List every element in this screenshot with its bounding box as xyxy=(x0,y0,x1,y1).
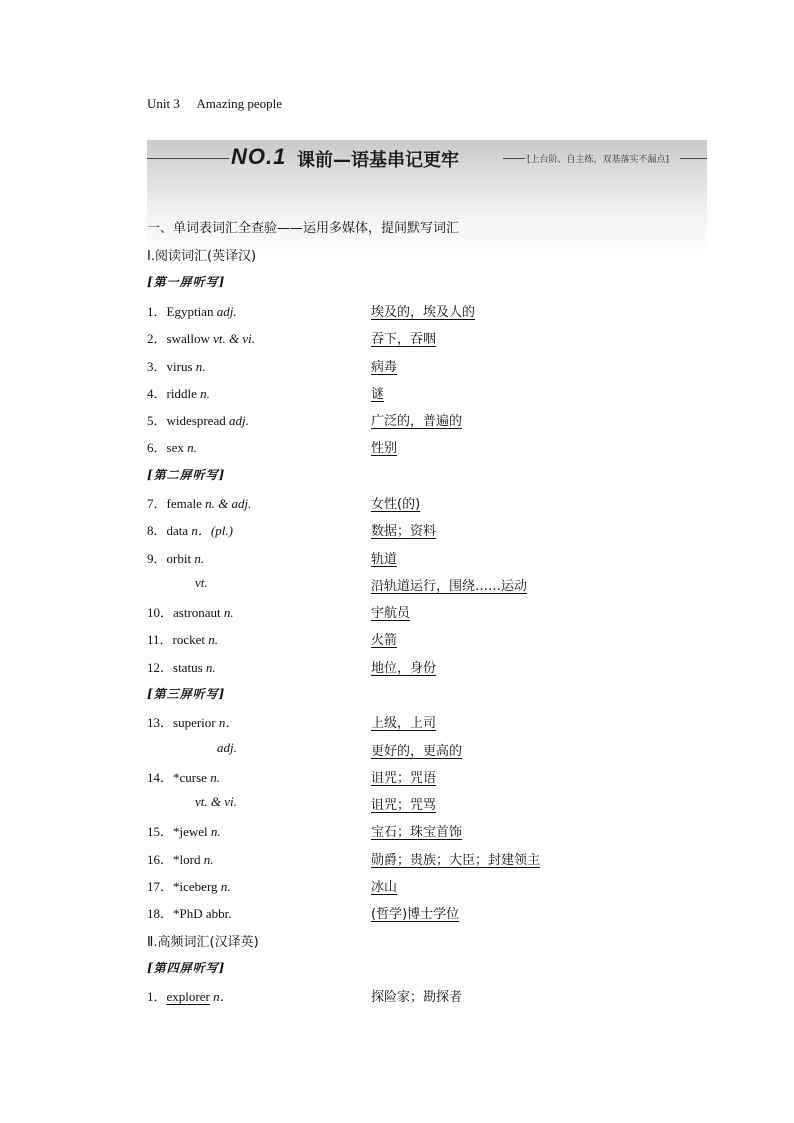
vocab-pos: n. xyxy=(206,770,220,785)
vocab-number: 9． xyxy=(147,551,167,566)
vocab-row xyxy=(147,629,707,651)
vocab-row xyxy=(147,548,707,570)
vocab-term xyxy=(147,876,231,895)
vocab-number: 8． xyxy=(147,523,167,538)
vocab-meaning: 女性(的) xyxy=(371,497,421,512)
vocab-row xyxy=(147,383,707,405)
vocab-term xyxy=(147,437,197,456)
vocab-row xyxy=(147,356,707,378)
vocab-row xyxy=(147,301,707,323)
banner-rule-mid xyxy=(503,158,525,159)
vocab-row xyxy=(147,520,707,542)
vocab-pos: n. xyxy=(205,632,219,647)
screen-label-4: [第四屏听写] xyxy=(147,961,226,975)
vocab-number: 7． xyxy=(147,496,167,511)
vocab-meaning: 地位，身份 xyxy=(371,661,437,676)
vocab-pos: n. xyxy=(220,605,234,620)
vocab-number: 6． xyxy=(147,440,167,455)
vocab-number: 14． xyxy=(147,770,174,785)
vocab-word: riddle xyxy=(166,386,197,401)
vocab-meaning: 宇航员 xyxy=(371,606,411,621)
vocab-word: swallow xyxy=(166,331,210,346)
vocab-word: virus xyxy=(166,359,193,374)
vocab-word: explorer xyxy=(166,989,210,1004)
vocab-pos: n. xyxy=(217,879,231,894)
vocab-meaning: 吞下，吞咽 xyxy=(371,332,437,347)
vocab-word: *jewel xyxy=(173,824,208,839)
vocab-meaning: 病毒 xyxy=(371,360,398,375)
vocab-meaning: 埃及的，埃及人的 xyxy=(371,305,476,320)
vocab-row xyxy=(147,740,707,762)
vocab-pos: adj. xyxy=(217,740,237,755)
vocab-word: data xyxy=(166,523,189,538)
vocab-term xyxy=(147,493,251,512)
vocab-term xyxy=(147,629,218,648)
vocab-meaning: 宝石；珠宝首饰 xyxy=(371,825,463,840)
vocab-pos: n. xyxy=(183,440,197,455)
vocab-row xyxy=(147,657,707,679)
vocab-meaning: 更好的，更高的 xyxy=(371,744,463,759)
vocab-term xyxy=(147,657,216,676)
vocab-pos: vt. xyxy=(195,575,208,590)
vocab-pos: n. & adj. xyxy=(201,496,252,511)
vocab-meaning: 勋爵；贵族；大臣；封建领主 xyxy=(371,853,541,868)
vocab-meaning: 沿轨道运行，围绕……运动 xyxy=(371,579,528,594)
unit-header xyxy=(147,96,296,112)
vocab-meaning: 探险家；勘探者 xyxy=(371,990,463,1005)
vocab-pos: n. xyxy=(207,824,221,839)
vocab-number: 13． xyxy=(147,715,174,730)
screen-label-3: [第三屏听写] xyxy=(147,687,226,701)
vocab-term xyxy=(147,602,234,621)
vocab-row xyxy=(147,903,707,925)
vocab-term xyxy=(217,740,237,756)
vocab-term xyxy=(147,520,233,539)
vocab-meaning: 广泛的，普遍的 xyxy=(371,414,463,429)
unit-title: Amazing people xyxy=(196,96,282,111)
vocab-row xyxy=(147,328,707,350)
vocab-number: 4． xyxy=(147,386,167,401)
vocab-meaning: 冰山 xyxy=(371,880,398,895)
vocab-meaning: 诅咒；咒语 xyxy=(371,771,437,786)
vocab-term xyxy=(147,986,233,1005)
vocab-term xyxy=(147,356,206,375)
vocab-meaning: 诅咒；咒骂 xyxy=(371,798,437,813)
vocab-word: widespread xyxy=(166,413,226,428)
vocab-term xyxy=(147,328,255,347)
section-title: 一、单词表词汇全查验——运用多媒体，提间默写词汇 xyxy=(147,221,460,236)
vocab-term xyxy=(147,548,204,567)
vocab-term xyxy=(147,301,237,320)
vocab-number: 5． xyxy=(147,413,167,428)
banner-rule-right xyxy=(680,158,707,159)
vocab-word: status xyxy=(173,660,203,675)
vocab-number: 3． xyxy=(147,359,167,374)
vocab-number: 1． xyxy=(147,989,167,1004)
vocab-pos: n．(pl.) xyxy=(188,523,233,538)
vocab-pos: n. xyxy=(200,852,214,867)
vocab-meaning: 谜 xyxy=(371,387,385,402)
vocab-pos: adj. xyxy=(213,304,237,319)
vocab-number: 16． xyxy=(147,852,174,867)
banner-title: 课前—语基串记更牢 xyxy=(297,150,459,171)
vocab-row xyxy=(147,876,707,898)
vocab-meaning: 上级，上司 xyxy=(371,716,437,731)
vocab-number: 17． xyxy=(147,879,174,894)
screen-label-2: [第二屏听写] xyxy=(147,468,226,482)
vocab-pos: adj. xyxy=(225,413,249,428)
vocab-meaning: 性别 xyxy=(371,441,398,456)
vocab-word: female xyxy=(166,496,202,511)
vocab-number: 11． xyxy=(147,632,173,647)
vocab-word: orbit xyxy=(166,551,192,566)
vocab-pos: n． xyxy=(215,715,239,730)
vocab-number: 1． xyxy=(147,304,167,319)
vocab-word: sex xyxy=(166,440,184,455)
banner-subtitle: [上台阶、自主练，双基落实不漏点] xyxy=(527,155,670,165)
vocab-meaning: 轨道 xyxy=(371,552,398,567)
vocab-number: 15． xyxy=(147,824,174,839)
vocab-term xyxy=(147,903,232,922)
vocab-row xyxy=(147,794,707,816)
vocab-number: 10． xyxy=(147,605,174,620)
vocab-pos: vt. & vi. xyxy=(209,331,255,346)
vocab-term xyxy=(147,849,213,868)
vocab-row xyxy=(147,712,707,734)
banner-number: NO.1 xyxy=(231,144,287,169)
part1-heading: Ⅰ.阅读词汇(英译汉) xyxy=(147,249,257,264)
vocab-row xyxy=(147,437,707,459)
vocab-row xyxy=(147,493,707,515)
vocab-meaning: (哲学)博士学位 xyxy=(371,907,460,922)
screen-label-1: [第一屏听写] xyxy=(147,275,226,289)
vocab-word: superior xyxy=(173,715,216,730)
vocab-row xyxy=(147,767,707,789)
vocab-term xyxy=(147,767,220,786)
section-banner xyxy=(147,140,707,260)
vocab-row xyxy=(147,849,707,871)
vocab-pos: n. xyxy=(191,551,205,566)
vocab-number: 18． xyxy=(147,906,174,921)
vocab-row xyxy=(147,410,707,432)
vocab-word: *curse xyxy=(173,770,207,785)
vocab-term xyxy=(147,712,238,731)
vocab-meaning: 火箭 xyxy=(371,633,398,648)
unit-number: Unit 3 xyxy=(147,96,180,111)
vocab-word: astronaut xyxy=(173,605,221,620)
vocab-term xyxy=(195,794,237,810)
vocab-word: *lord xyxy=(173,852,201,867)
vocab-word: *iceberg xyxy=(173,879,218,894)
vocab-pos: n. xyxy=(196,386,210,401)
vocab-word: rocket xyxy=(172,632,206,647)
vocab-term xyxy=(147,383,210,402)
vocab-pos: vt. & vi. xyxy=(195,794,237,809)
banner-rule-left xyxy=(147,158,229,159)
vocab-pos: n. xyxy=(202,660,216,675)
vocab-pos: n． xyxy=(209,989,233,1004)
vocab-meaning: 数据；资料 xyxy=(371,524,437,539)
vocab-row xyxy=(147,575,707,597)
vocab-term xyxy=(147,410,249,429)
vocab-row xyxy=(147,602,707,624)
vocab-number: 12． xyxy=(147,660,174,675)
vocab-row xyxy=(147,821,707,843)
vocab-pos: n. xyxy=(192,359,206,374)
vocab-term xyxy=(195,575,208,591)
vocab-number: 2． xyxy=(147,331,167,346)
vocab-word: Egyptian xyxy=(166,304,214,319)
vocab-term xyxy=(147,821,221,840)
vocab-word: *PhD abbr. xyxy=(173,906,232,921)
vocab-row xyxy=(147,986,707,1008)
part2-heading: Ⅱ.高频词汇(汉译英) xyxy=(147,935,259,950)
